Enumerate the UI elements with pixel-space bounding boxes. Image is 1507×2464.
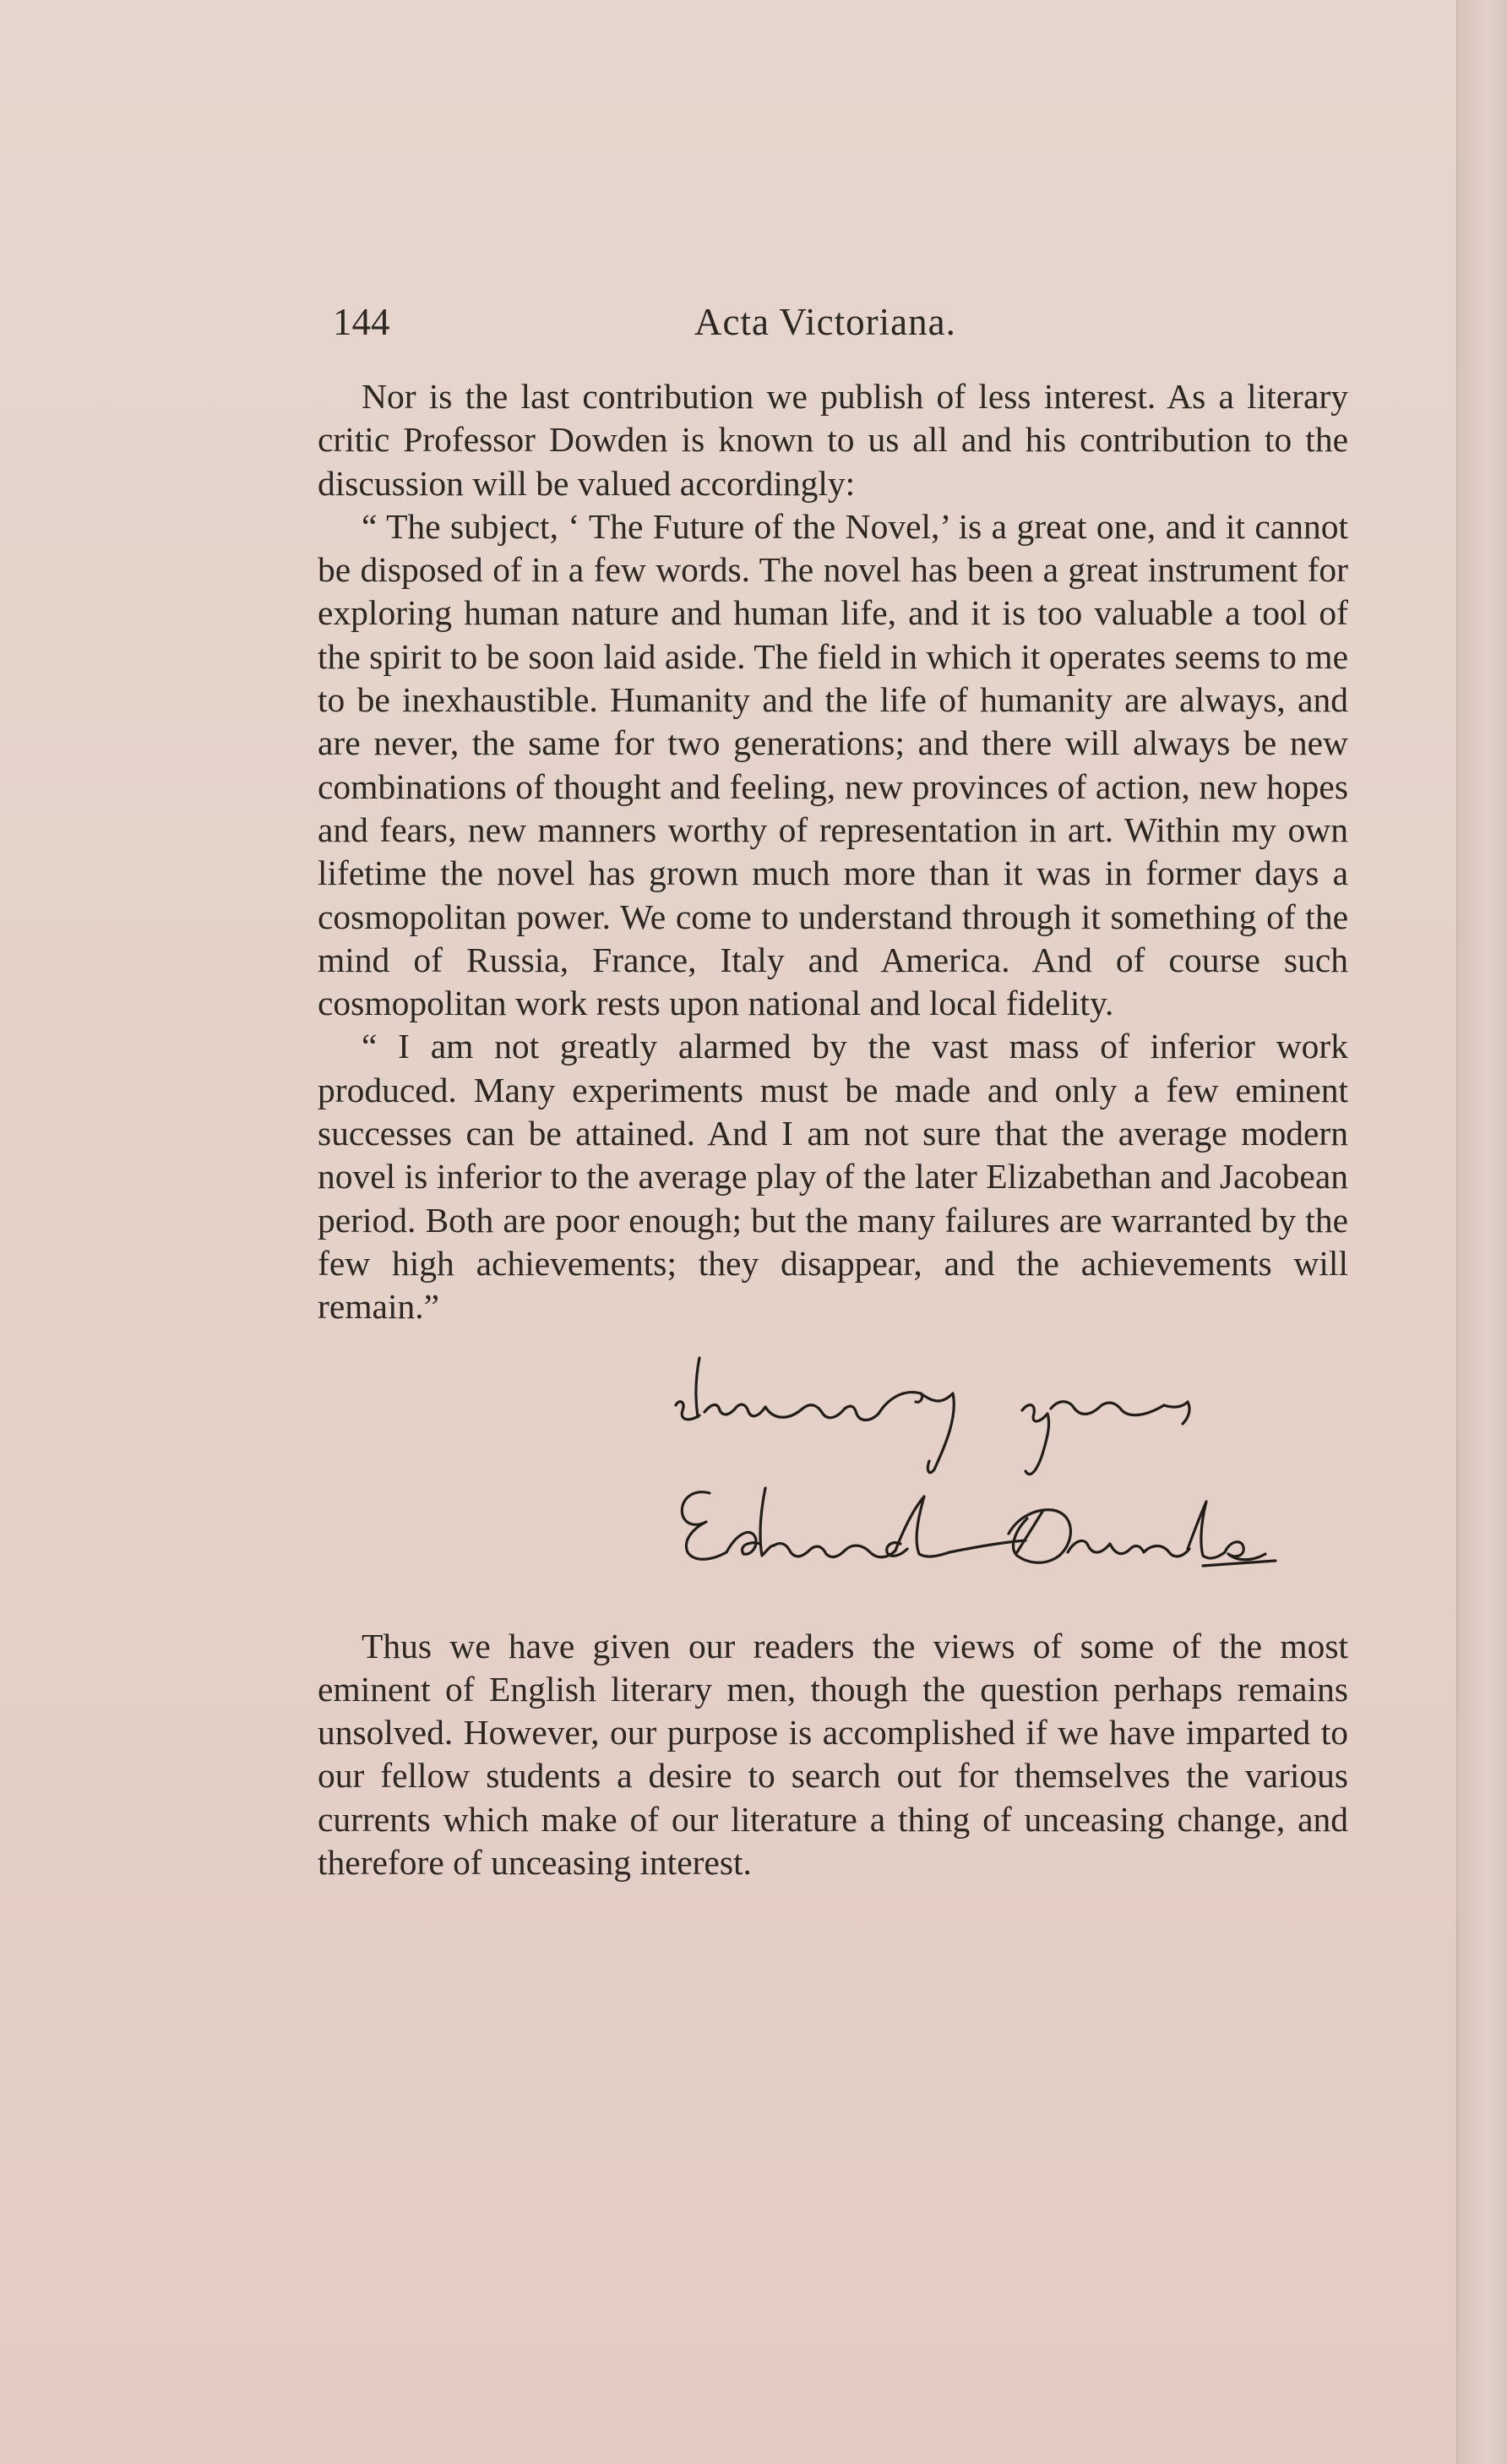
page-edge-shadow <box>1456 0 1507 2464</box>
handwritten-signature <box>318 1329 1348 1625</box>
body-text <box>318 375 1348 1329</box>
paragraph-quote-1: “ The subject, ‘ The Future of the Novel,’ is a great one, and it cannot be disposed of in a few words. The novel has been a great instrument for exploring human nature and human life, and it is too valuable a tool of the spirit to be soon laid aside. The field in which it operates seems to me to be inexhaustible. Humanity and the life of humanity are always, and are never, the same for two generations; and there will always be new combinations of thought and feeling, new provinces of action, new hopes and fears, new manners worthy of representation in art. Within my own lifetime the novel has grown much more than it was in former days a cosmopolitan power. We come to understand through it something of the mind of Russia, France, Italy and America. And of course such cosmopolitan work rests upon national and local fidelity. <box>318 506 1348 1023</box>
running-head <box>318 292 1348 352</box>
paragraph-intro: Nor is the last contribution we publish of less interest. As a literary critic Professor Dowden is known to us all and his contribution to the discussion will be valued accordingly: <box>318 377 1348 503</box>
running-title: Acta Victoriana. <box>694 301 956 343</box>
book-page <box>318 292 1348 1884</box>
paragraph-closing: Thus we have given our readers the views of some of the most eminent of English literary men, though the question perhaps remains unsolved. However, our purpose is accomplished if we have imparted to our fellow students a desire to search out for themselves the various currents which make of our literature a thing of unceasing change, and therefore of unceasing interest. <box>318 1626 1348 1883</box>
signature-name-line <box>682 1488 1276 1566</box>
signature-closing-line <box>676 1358 1189 1475</box>
paragraph-quote-2: “ I am not greatly alarmed by the vast mass of inferior work produced. Many experiments must be made and only a few eminent successes can be attained. And I am not sure that the average modern novel is inferior to the average play of the later Elizabethan and Jacobean period. Both are poor enough; but the many failures are warranted by the few high achievements; they disappear, and the achievements will remain.” <box>318 1027 1348 1327</box>
page-number: 144 <box>333 301 390 343</box>
closing-text <box>318 1625 1348 1885</box>
